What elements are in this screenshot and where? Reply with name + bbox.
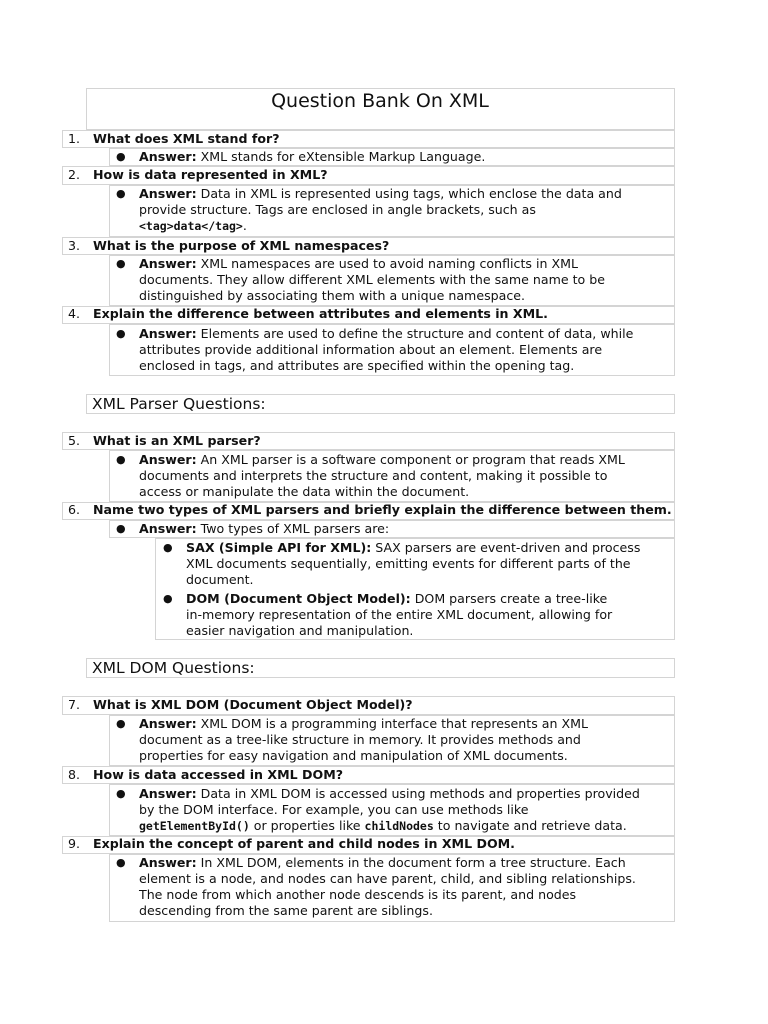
sub-answer-line: SAX (Simple API for XML): SAX parsers are event-driven and process	[186, 540, 641, 555]
bullet-icon: ●	[163, 541, 173, 554]
page-title: Question Bank On XML	[271, 90, 489, 112]
sub-answer-line: document.	[186, 572, 254, 587]
bullet-icon: ●	[116, 187, 126, 200]
bullet-icon: ●	[116, 717, 126, 730]
bullet-icon: ●	[116, 453, 126, 466]
answer-line: Answer: Data in XML DOM is accessed using methods and properties provided	[139, 786, 640, 801]
bullet-icon: ●	[116, 787, 126, 800]
bullet-icon: ●	[116, 856, 126, 869]
code-snippet: getElementById()	[139, 819, 250, 833]
question-number: 1.	[67, 131, 80, 146]
answer-line: Answer: In XML DOM, elements in the document form a tree structure. Each	[139, 855, 626, 870]
answer-text: Answer: XML stands for eXtensible Markup Language.	[139, 149, 486, 164]
sub-answer-line: DOM (Document Object Model): DOM parsers create a tree-like	[186, 591, 608, 606]
answer-line: Answer: XML DOM is a programming interface that represents an XML	[139, 716, 588, 731]
question-text: What is the purpose of XML namespaces?	[93, 238, 390, 253]
question-text: Name two types of XML parsers and briefly explain the difference between them.	[93, 502, 672, 517]
answer-line: access or manipulate the data within the document.	[139, 484, 470, 499]
answer-line: element is a node, and nodes can have parent, child, and sibling relationships.	[139, 871, 636, 886]
question-number: 9.	[67, 836, 80, 851]
question-text: Explain the concept of parent and child nodes in XML DOM.	[93, 836, 515, 851]
answer-line: Answer: Elements are used to define the structure and content of data, while	[139, 326, 634, 341]
question-text: What does XML stand for?	[93, 131, 280, 146]
answer-line: attributes provide additional information about an element. Elements are	[139, 342, 603, 357]
answer-line: Answer: Data in XML is represented using tags, which enclose the data and	[139, 186, 622, 201]
question-text: How is data represented in XML?	[93, 167, 328, 182]
answer-line: document as a tree-like structure in memory. It provides methods and	[139, 732, 581, 747]
question-text: What is an XML parser?	[93, 433, 261, 448]
answer-text: Answer: Two types of XML parsers are:	[139, 521, 390, 536]
answer-line: enclosed in tags, and attributes are specified within the opening tag.	[139, 358, 575, 373]
question-text: Explain the difference between attributes and elements in XML.	[93, 306, 548, 321]
question-number: 5.	[67, 433, 80, 448]
answer-line: properties for easy navigation and manipulation of XML documents.	[139, 748, 568, 763]
bullet-icon: ●	[116, 150, 126, 163]
sub-answer-line: XML documents sequentially, emitting events for different parts of the	[186, 556, 631, 571]
answer-line: provide structure. Tags are enclosed in angle brackets, such as	[139, 202, 536, 217]
answer-line: Answer: An XML parser is a software component or program that reads XML	[139, 452, 625, 467]
answer-line: Answer: XML namespaces are used to avoid naming conflicts in XML	[139, 256, 578, 271]
question-number: 6.	[67, 502, 80, 517]
question-number: 8.	[67, 767, 80, 782]
bullet-icon: ●	[116, 522, 126, 535]
bullet-icon: ●	[116, 257, 126, 270]
question-number: 7.	[67, 697, 80, 712]
answer-line: documents and interprets the structure and content, making it possible to	[139, 468, 608, 483]
answer-line: distinguished by associating them with a unique namespace.	[139, 288, 526, 303]
question-number: 3.	[67, 238, 80, 253]
question-text: What is XML DOM (Document Object Model)?	[93, 697, 413, 712]
sub-answer-line: easier navigation and manipulation.	[186, 623, 414, 638]
answer-line: by the DOM interface. For example, you can use methods like	[139, 802, 529, 817]
question-number: 4.	[67, 306, 80, 321]
question-text: How is data accessed in XML DOM?	[93, 767, 344, 782]
code-snippet: <tag>data</tag>	[139, 219, 243, 233]
question-number: 2.	[67, 167, 80, 182]
sub-answer-line: in-memory representation of the entire XML document, allowing for	[186, 607, 613, 622]
code-snippet: childNodes	[364, 819, 434, 833]
answer-line: descending from the same parent are siblings.	[139, 903, 433, 918]
answer-line: documents. They allow different XML elements with the same name to be	[139, 272, 606, 287]
answer-line: The node from which another node descends is its parent, and nodes	[139, 887, 577, 902]
answer-line: <tag>data</tag>.	[139, 218, 247, 233]
bullet-icon: ●	[163, 592, 173, 605]
bullet-icon: ●	[116, 327, 126, 340]
section-heading-xml-parser: XML Parser Questions:	[92, 395, 266, 413]
answer-line: getElementById() or properties like childNodes to navigate and retrieve data.	[139, 818, 627, 833]
section-heading-xml-dom: XML DOM Questions:	[92, 659, 255, 677]
